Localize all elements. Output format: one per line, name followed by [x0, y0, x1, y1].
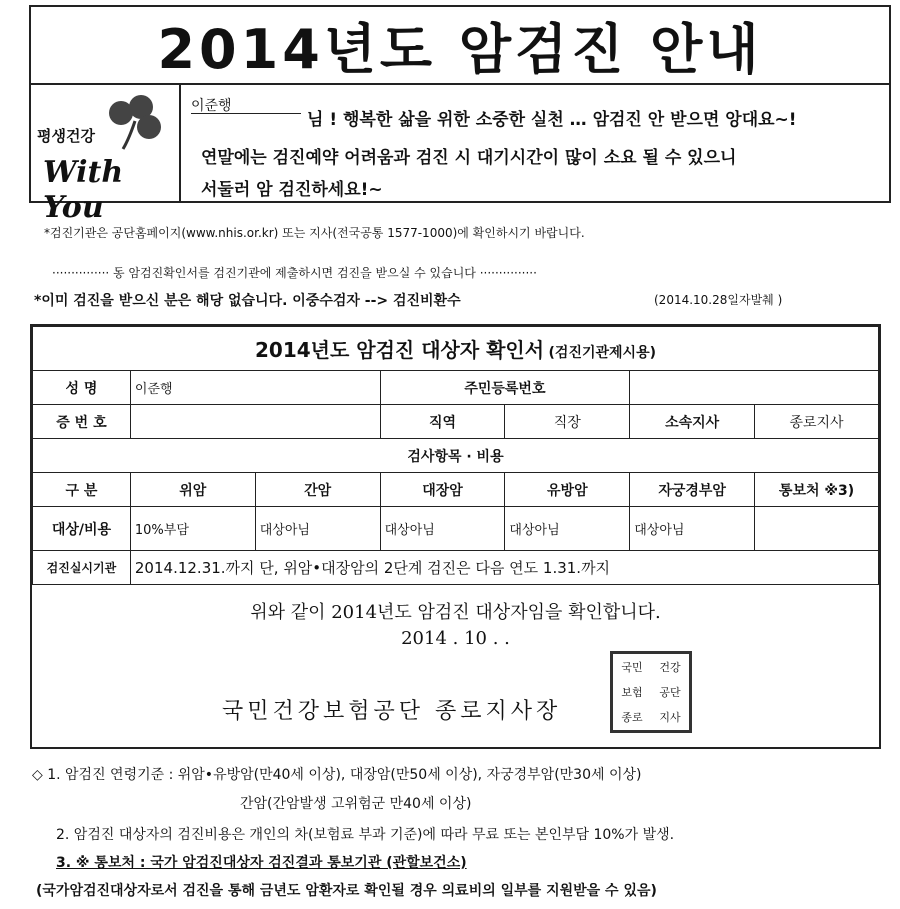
- region-value: 직장: [505, 405, 630, 439]
- name-label: 성 명: [33, 371, 131, 405]
- form-table: [32, 326, 879, 585]
- seal-char: 공단: [659, 685, 681, 699]
- name-underline: [191, 113, 301, 114]
- message-line-1: 님 ! 행복한 삶을 위한 소중한 실천 … 암검진 안 받으면 앙대요~!: [307, 110, 797, 130]
- footnote-3: 3. ※ 통보처 : 국가 암검진대상자 검진결과 통보기관 (관할보건소): [56, 855, 467, 871]
- form-title: [33, 327, 879, 371]
- row-value: 대상아님: [630, 507, 755, 551]
- message-line-3: 서둘러 암 검진하세요!~: [201, 180, 383, 200]
- column-header: 통보처 ※3): [755, 473, 879, 507]
- confirm-text: 위와 같이 2014년도 암검진 대상자임을 확인합니다.: [250, 602, 661, 623]
- clover-icon: [99, 91, 169, 151]
- note-2: ··············· 동 암검진확인서를 검진기관에 제출하시면 검진을 받으실 수 있습니다 ···············: [52, 266, 537, 280]
- seal-char: 보험: [621, 685, 643, 699]
- seal-char: 지사: [659, 711, 681, 725]
- note-3: *이미 검진을 받으신 분은 해당 없습니다. 이중수검자 --> 검진비환수: [34, 293, 461, 309]
- period-label: 검진실시기관: [33, 551, 131, 585]
- logo: [31, 85, 181, 225]
- row-value: 10%부담: [130, 507, 255, 551]
- items-heading: 검사항목 · 비용: [33, 439, 879, 473]
- column-header: 유방암: [505, 473, 630, 507]
- logo-text-top: 평생건강: [37, 127, 95, 145]
- footnote-4: (국가암검진대상자로서 검진을 통해 금년도 암환자로 확인될 경우 의료비의 일부를 지원받을 수 있음): [36, 883, 657, 899]
- row-value: 대상아님: [380, 507, 505, 551]
- message-box: [29, 83, 891, 225]
- column-header: 자궁경부암: [630, 473, 755, 507]
- page-title: [29, 5, 891, 85]
- note-3-date: (2014.10.28일자발췌 ): [654, 293, 783, 307]
- official-seal: [610, 651, 692, 733]
- seal-char: 건강: [659, 660, 681, 674]
- form-title-sub: (검진기관제시용): [548, 345, 656, 361]
- form-title-text: 2014년도 암검진 대상자 확인서: [255, 338, 545, 362]
- column-header: 대장암: [380, 473, 505, 507]
- column-header: 간암: [255, 473, 380, 507]
- logo-text-bottom: With You: [43, 155, 124, 225]
- confirmation-form: [30, 324, 881, 749]
- column-header: 위암: [130, 473, 255, 507]
- recipient-name: 이준행: [191, 98, 232, 114]
- footnote-2: 2. 암검진 대상자의 검진비용은 개인의 차(보험료 부과 기준)에 따라 무료 또는 본인부담 10%가 발생.: [56, 827, 675, 843]
- row-value: 대상아님: [255, 507, 380, 551]
- col-label: 구 분: [33, 473, 131, 507]
- row-value: [755, 507, 879, 551]
- row-value: 대상아님: [505, 507, 630, 551]
- period-value: 2014.12.31.까지 단, 위암•대장암의 2단계 검진은 다음 연도 1.31.까지: [130, 551, 878, 585]
- footnote-1b: 간암(간암발생 고위험군 만40세 이상): [240, 796, 472, 812]
- seal-char: 종로: [621, 711, 643, 725]
- footnote-1a: ◇ 1. 암검진 연령기준 : 위암•유방암(만40세 이상), 대장암(만50세 이상), 자궁경부암(만30세 이상): [32, 767, 642, 783]
- rrn-label: 주민등록번호: [380, 371, 630, 405]
- branch-value: 종로지사: [755, 405, 879, 439]
- message-line-2: 연말에는 검진예약 어려움과 검진 시 대기시간이 많이 소요 될 수 있으니: [201, 148, 737, 168]
- rrn-value: [630, 371, 879, 405]
- row-label: 대상/비용: [33, 507, 131, 551]
- seal-char: 국민: [621, 660, 643, 674]
- signer: 국민건강보험공단 종로지사장: [222, 699, 562, 724]
- name-value: 이준행: [130, 371, 380, 405]
- note-1: *검진기관은 공단홈페이지(www.nhis.or.kr) 또는 지사(전국공통 1577-1000)에 확인하시기 바랍니다.: [44, 226, 585, 240]
- cert-value: [130, 405, 380, 439]
- region-label: 직역: [380, 405, 505, 439]
- page-title-text: 2014년도 암검진 안내: [157, 17, 763, 81]
- date-text: 2014 . 10 . .: [401, 628, 510, 649]
- branch-label: 소속지사: [630, 405, 755, 439]
- cert-label: 증 번 호: [33, 405, 131, 439]
